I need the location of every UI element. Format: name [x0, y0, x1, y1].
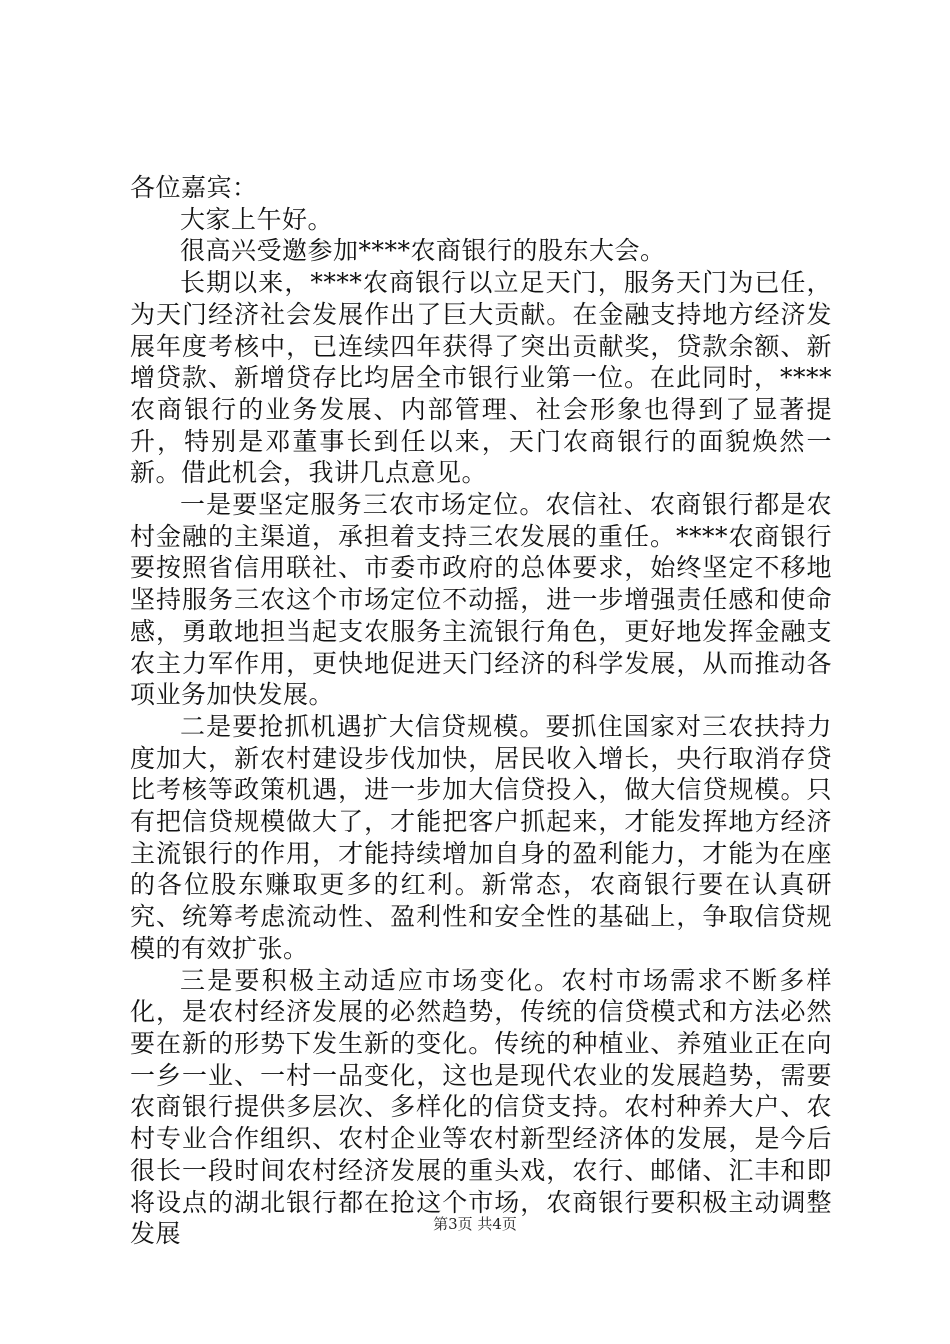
paragraph-point-two: 二是要抢抓机遇扩大信贷规模。要抓住国家对三农扶持力度加大，新农村建设步伐加快，居民收入增长，央行取消存贷比考核等政策机遇，进一步加大信贷投入，做大信贷规模。只有把信贷规模做大了，才能把客户抓起来，才能发挥地方经济主流银行的作用，才能持续增加自身的盈利能力，才能为在座的各位股东赚取更多的红利。新常态，农商银行要在认真研究、统筹考虑流动性、盈利性和安全性的基础上，争取信贷规模的有效扩张。	[130, 711, 832, 963]
paragraph-opening: 很高兴受邀参加****农商银行的股东大会。	[180, 236, 666, 266]
document-body	[130, 172, 832, 1250]
paragraph-greeting: 大家上午好。	[180, 204, 334, 234]
paragraph-point-three: 三是要积极主动适应市场变化。农村市场需求不断多样化，是农村经济发展的必然趋势，传统的信贷模式和方法必然要在新的形势下发生新的变化。传统的种植业、养殖业正在向一乡一业、一村一品变化，这也是现代农业的发展趋势，需要农商银行提供多层次、多样化的信贷支持。农村种养大户、农村专业合作组织、农村企业等农村新型经济体的发展，是今后很长一段时间农村经济发展的重头戏，农行、邮储、汇丰和即将设点的湖北银行都在抢这个市场，农商银行要积极主动调整发展	[130, 965, 832, 1249]
paragraph-background: 长期以来，****农商银行以立足天门，服务天门为已任，为天门经济社会发展作出了巨大贡献。在金融支持地方经济发展年度考核中，已连续四年获得了突出贡献奖，贷款余额、新增贷款、新增贷存比均居全市银行业第一位。在此同时，****农商银行的业务发展、内部管理、社会形象也得到了显著提升，特别是邓董事长到任以来，天门农商银行的面貌焕然一新。借此机会，我讲几点意见。	[130, 268, 832, 488]
page-number-footer: 第3页 共4页	[433, 1215, 517, 1233]
salutation: 各位嘉宾：	[130, 173, 258, 202]
paragraph-point-one: 一是要坚定服务三农市场定位。农信社、农商银行都是农村金融的主渠道，承担着支持三农发展的重任。****农商银行要按照省信用联社、市委市政府的总体要求，始终坚定不移地坚持服务三农这个市场定位不动摇，进一步增强责任感和使命感，勇敢地担当起支农服务主流银行角色，更好地发挥金融支农主力军作用，更快地促进天门经济的科学发展，从而推动各项业务加快发展。	[130, 490, 832, 710]
